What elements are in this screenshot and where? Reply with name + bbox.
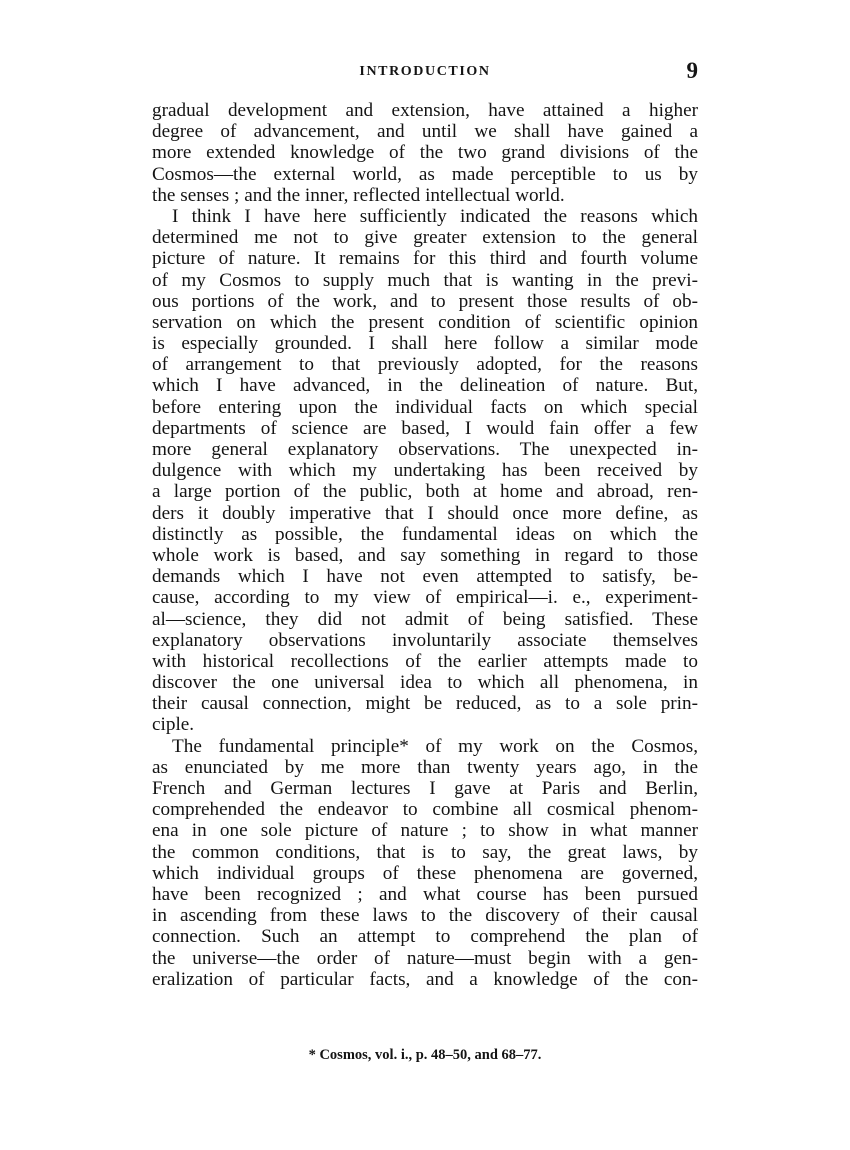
text-line: picture of nature. It remains for this third and fourth volume — [152, 248, 698, 270]
text-line: a large portion of the public, both at home and abroad, ren- — [152, 481, 698, 503]
text-line: whole work is based, and say something in regard to those — [152, 544, 698, 566]
running-title: INTRODUCTION — [359, 64, 491, 79]
text-line: French and German lectures I gave at Paris and Berlin, — [152, 778, 698, 799]
text-line: determined me not to give greater extension to the general — [152, 227, 698, 249]
page-number: 9 — [686, 58, 698, 83]
text-line: departments of science are based, I would fain offer a few — [152, 417, 698, 439]
text-line: the universe—the order of nature—must begin with a gen- — [152, 947, 698, 969]
text-line: of arrangement to that previously adopted, for the reasons — [152, 354, 698, 376]
footnote: * Cosmos, vol. i., p. 48–50, and 68–77. — [308, 1047, 542, 1063]
text-line: I think I have here sufficiently indicated the reasons which — [172, 205, 698, 227]
text-line: The fundamental principle* of my work on the Cosmos, — [172, 735, 698, 757]
text-line: is especially grounded. I shall here follow a similar mode — [152, 333, 698, 355]
text-line: degree of advancement, and until we shall have gained a — [152, 121, 698, 143]
text-line: al—science, they did not admit of being satisfied. These — [152, 608, 698, 630]
text-line: Cosmos—the external world, as made perceptible to us by — [152, 163, 698, 185]
text-line: before entering upon the individual facts on which special — [152, 396, 698, 418]
text-line: distinctly as possible, the fundamental ideas on which the — [152, 523, 698, 545]
text-line: eralization of particular facts, and a knowledge of the con- — [152, 968, 698, 990]
text-line: ena in one sole picture of nature ; to show in what manner — [152, 820, 698, 842]
text-line: servation on which the present condition of scientific opinion — [152, 311, 698, 333]
text-line: explanatory observations involuntarily associate themselves — [152, 629, 698, 651]
text-line: cause, according to my view of empirical—i. e., experiment- — [152, 587, 698, 609]
text-line: ciple. — [152, 714, 195, 736]
text-line: ous portions of the work, and to present those results of ob- — [152, 290, 698, 312]
body-text — [152, 100, 698, 990]
text-line: comprehended the endeavor to combine all cosmical phenom- — [152, 799, 698, 821]
running-head — [152, 58, 698, 88]
text-line: of my Cosmos to supply much that is wanting in the previ- — [152, 269, 698, 291]
text-line: dulgence with which my undertaking has been received by — [152, 460, 698, 482]
text-line: more general explanatory observations. The unexpected in- — [152, 439, 698, 460]
text-line: ders it doubly imperative that I should once more define, as — [152, 502, 698, 524]
text-line: their causal connection, might be reduced, as to a sole prin- — [152, 693, 698, 715]
text-line: which individual groups of these phenomena are governed, — [152, 862, 698, 884]
text-line: with historical recollections of the earlier attempts made to — [152, 650, 698, 672]
text-line: the common conditions, that is to say, the great laws, by — [152, 841, 698, 863]
text-line: which I have advanced, in the delineation of nature. But, — [152, 375, 698, 397]
text-line: more extended knowledge of the two grand divisions of the — [152, 142, 698, 164]
text-line: have been recognized ; and what course has been pursued — [152, 883, 698, 905]
text-line: in ascending from these laws to the discovery of their causal — [152, 905, 698, 927]
text-line: connection. Such an attempt to comprehend the plan of — [152, 926, 698, 948]
text-line: gradual development and extension, have attained a higher — [152, 100, 698, 121]
text-line: discover the one universal idea to which all phenomena, in — [152, 672, 698, 694]
text-line: as enunciated by me more than twenty years ago, in the — [152, 756, 698, 778]
text-line: demands which I have not even attempted to satisfy, be- — [152, 566, 698, 588]
text-line: the senses ; and the inner, reflected intellectual world. — [152, 184, 565, 206]
